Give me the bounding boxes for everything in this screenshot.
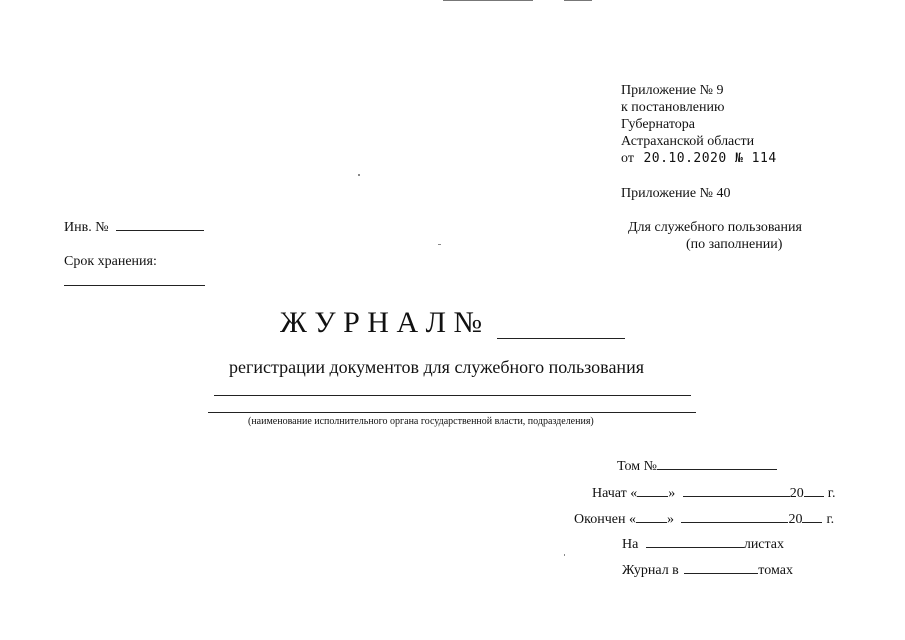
organization-field-line-2[interactable]: [208, 412, 696, 413]
appendix-region: Астраханской области: [621, 134, 755, 149]
appendix-governor: Губернатора: [621, 117, 696, 132]
organization-field-line-1[interactable]: [214, 395, 691, 396]
scan-speck: [358, 174, 360, 176]
volume-label: Том №: [617, 459, 657, 474]
finished-year-field[interactable]: [802, 510, 822, 523]
retention-field-line[interactable]: [64, 285, 205, 286]
appendix-number: Приложение № 9: [621, 83, 724, 98]
journal-title-text: Ж У Р Н А Л №: [280, 306, 483, 339]
journal-number-field-line[interactable]: [497, 338, 625, 339]
finished-quote-close: »: [666, 512, 674, 527]
started-year-suffix: г.: [827, 486, 836, 501]
started-label: Начат «: [592, 486, 638, 501]
scan-speck: [564, 554, 565, 556]
journal-subtitle: регистрации документов для служебного пользования: [229, 357, 644, 377]
appendix-date-stamp: 20.10.2020 № 114: [643, 151, 777, 166]
finished-label: Окончен «: [574, 512, 636, 527]
started-month-field[interactable]: [683, 484, 790, 497]
started-quote-close: »: [668, 486, 676, 501]
appendix-date-line: [621, 150, 777, 167]
sheets-prefix: На: [622, 537, 639, 552]
appendix-number-40: Приложение № 40: [621, 186, 731, 201]
scan-speck: [438, 244, 441, 245]
started-date: [592, 484, 835, 502]
finished-day-field[interactable]: [636, 510, 667, 523]
finished-date: [574, 510, 834, 528]
finished-year-prefix: 20: [788, 512, 803, 527]
journal-volumes-field-line[interactable]: [684, 561, 758, 574]
appendix-date-prefix: от: [621, 151, 634, 166]
journal-volumes: [622, 561, 793, 579]
organization-caption: (наименование исполнительного органа государственной власти, подразделения): [248, 416, 594, 427]
sheets-suffix: листах: [743, 537, 785, 552]
sheets-field-line[interactable]: [646, 535, 744, 548]
appendix-decree: к постановлению: [621, 100, 725, 115]
scan-artifact-line: [443, 0, 533, 1]
started-year-field[interactable]: [804, 484, 824, 497]
restriction-note: (по заполнении): [686, 237, 783, 252]
inventory-field-line[interactable]: [116, 218, 204, 231]
started-year-prefix: 20: [789, 486, 804, 501]
started-day-field[interactable]: [637, 484, 668, 497]
journal-title: [280, 306, 482, 340]
journal-volumes-prefix: Журнал в: [622, 563, 679, 578]
volume-field-line[interactable]: [657, 457, 777, 470]
journal-volumes-suffix: томах: [758, 563, 793, 578]
restriction-label: Для служебного пользования: [628, 220, 802, 235]
sheets-count: [622, 535, 784, 553]
scan-artifact-line: [564, 0, 592, 1]
inventory-number: [64, 218, 204, 236]
volume-number: [617, 457, 777, 475]
finished-month-field[interactable]: [681, 510, 788, 523]
finished-year-suffix: г.: [826, 512, 835, 527]
inventory-label: Инв. №: [64, 220, 109, 235]
retention-label: Срок хранения:: [64, 254, 157, 269]
